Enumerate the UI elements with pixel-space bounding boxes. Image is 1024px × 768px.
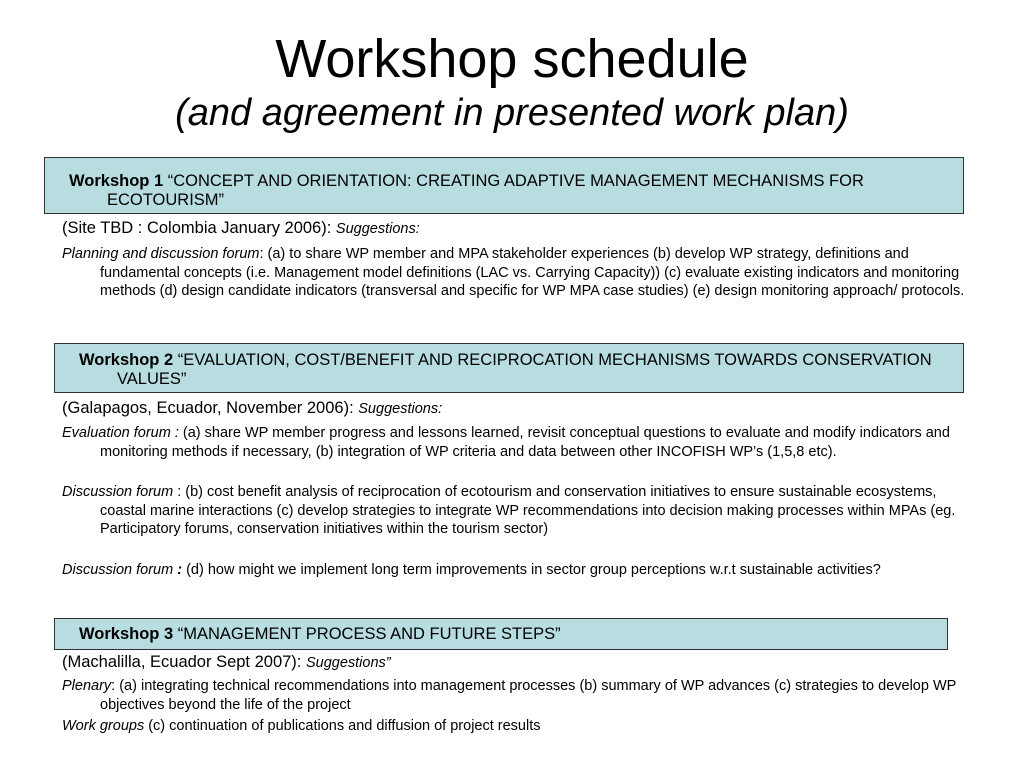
workshop-2-header: [54, 343, 964, 393]
workshop-2-suggestions: Suggestions:: [358, 401, 443, 417]
workshop-1-header: [44, 157, 964, 214]
workshop-1-theme: “CONCEPT AND ORIENTATION: CREATING ADAPTIVE MANAGEMENT MECHANISMS FOR ECOTOURISM”: [107, 172, 864, 209]
workshop-1-location: (Site TBD : Colombia January 2006):: [62, 219, 336, 237]
workshop-1-location-line: [62, 218, 420, 239]
workshop-2-item-3-label: Discussion forum: [62, 562, 174, 578]
slide-subtitle: (and agreement in presented work plan): [175, 92, 849, 134]
workshop-2-location-line: [62, 398, 442, 419]
workshop-3-item-1-label: Plenary: [62, 678, 112, 694]
workshop-1-item-1-text: : (a) to share WP member and MPA stakeholder experiences (b) develop WP strategy, definitions and fundamental concepts (i.e. Management model definitions (LAC vs. Carrying Capacity)) (c) evaluate existing indicators and monitoring methods (d) design candidate indicators (transversal and specific for WP MPA case studies) (e) design monitoring approach/ protocols.: [100, 246, 965, 299]
workshop-1-item-1: [62, 245, 970, 301]
workshop-3-item-2: [62, 717, 970, 736]
workshop-2-item-3-text: (d) how might we implement long term improvements in sector group perceptions w.r.t sustainable activities?: [182, 562, 881, 578]
workshop-2-item-3-sep: :: [173, 562, 183, 578]
workshop-3-item-1: [62, 677, 970, 714]
workshop-3-label: Workshop 3: [79, 625, 174, 643]
workshop-1-suggestions: Suggestions:: [335, 221, 420, 237]
workshop-3-location: (Machalilla, Ecuador Sept 2007):: [62, 653, 306, 671]
workshop-1-label: Workshop 1: [69, 172, 164, 190]
workshop-3-item-2-label: Work groups: [62, 718, 145, 734]
slide-title: Workshop schedule: [275, 29, 749, 89]
workshop-1-item-1-label: Planning and discussion forum: [62, 246, 260, 262]
workshop-3-item-1-text: : (a) integrating technical recommendations into management processes (b) summary of WP advances (c) strategies to develop WP objectives beyond the life of the project: [100, 678, 957, 713]
workshop-3-theme: “MANAGEMENT PROCESS AND FUTURE STEPS”: [177, 625, 561, 643]
workshop-3-item-2-text: (c) continuation of publications and diffusion of project results: [144, 718, 541, 734]
workshop-2-label: Workshop 2: [79, 351, 174, 369]
workshop-2-item-1: [62, 424, 970, 461]
workshop-3-location-line: [62, 652, 391, 673]
workshop-2-item-1-text: (a) share WP member progress and lessons learned, revisit conceptual questions to evaluate and modify indicators and monitoring methods if necessary, (b) integration of WP criteria and data between other INCOFISH WP’s (1,5,8 etc).: [100, 425, 950, 460]
workshop-2-item-2: [62, 483, 970, 539]
workshop-2-location: (Galapagos, Ecuador, November 2006):: [62, 399, 359, 417]
workshop-2-item-1-label: Evaluation forum :: [62, 425, 179, 441]
workshop-3-header: [54, 618, 948, 650]
workshop-2-item-2-text: : (b) cost benefit analysis of reciprocation of ecotourism and conservation initiatives to ensure sustainable ecosystems, coastal marine interactions (c) develop strategies to integrate WP recommendations into decision making processes within MPAs (eg. Participatory forums, conservation initiatives within the tourism sector): [100, 484, 956, 537]
workshop-2-item-2-label: Discussion forum: [62, 484, 174, 500]
workshop-3-suggestions: Suggestions”: [305, 655, 391, 671]
workshop-2-theme: “EVALUATION, COST/BENEFIT AND RECIPROCATION MECHANISMS TOWARDS CONSERVATION VALUES”: [117, 351, 932, 388]
workshop-2-item-3: [62, 561, 970, 580]
